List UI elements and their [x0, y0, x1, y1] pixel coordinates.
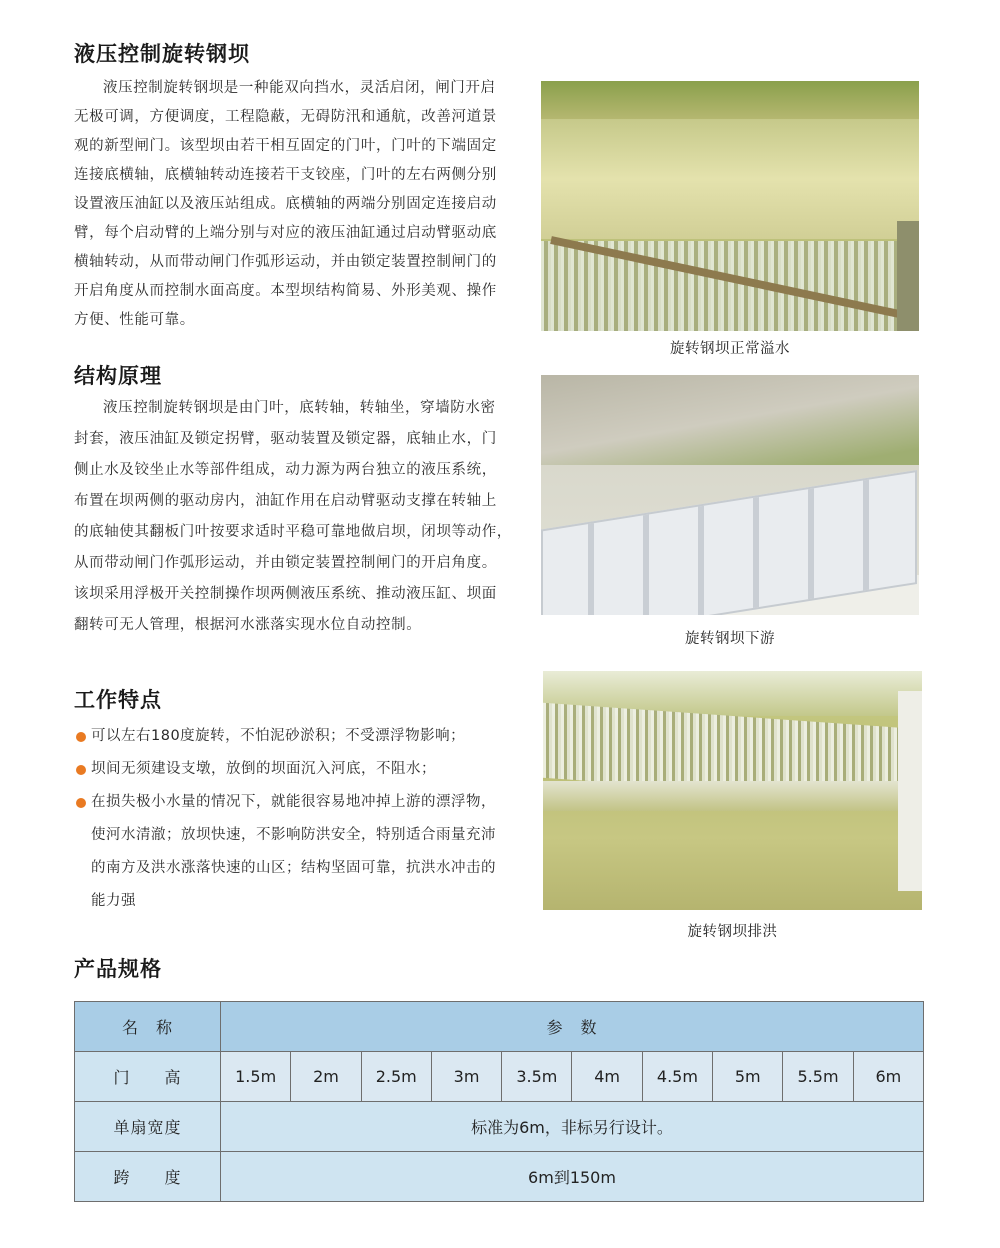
table-row	[75, 1002, 924, 1052]
text-line: 坝间无须建设支墩，放倒的坝面沉入河底，不阻水；	[91, 761, 436, 777]
table-cell: 标准为6m，非标另行设计。	[221, 1102, 924, 1152]
bullet-dot-icon	[76, 765, 86, 775]
header-cell-name: 名 称	[75, 1002, 221, 1052]
photo-caption: 旋转钢坝排洪	[687, 924, 778, 940]
section-title-specifications: 产品规格	[74, 957, 162, 981]
photo-flood-discharge	[543, 671, 922, 910]
table-cell: 1.5m	[221, 1052, 291, 1102]
table-cell: 5m	[713, 1052, 783, 1102]
photo-element	[898, 691, 922, 891]
photo-caption: 旋转钢坝下游	[685, 631, 775, 647]
photo-element	[543, 781, 922, 811]
text-line: 开启角度从而控制水面高度。本型坝结构简易、外形美观、操作	[74, 283, 497, 299]
text-line: 的底轴使其翻板门叶按要求适时平稳可靠地做启坝，闭坝等动作，	[74, 524, 512, 540]
text-line: 从而带动闸门作弧形运动，并由锁定装置控制闸门的开启角度。	[74, 555, 497, 571]
table-cell: 6m到150m	[221, 1152, 924, 1202]
list-item	[74, 720, 514, 753]
photo-element	[541, 241, 919, 331]
row-label-gate-height: 门 高	[75, 1052, 221, 1102]
section-title-features: 工作特点	[74, 688, 162, 712]
intro-paragraph	[74, 74, 514, 335]
table-cell: 2m	[291, 1052, 361, 1102]
bullet-dot-icon	[76, 732, 86, 742]
text-line: 连接底横轴，底横轴转动连接若干支铰座，门叶的左右两侧分别	[74, 167, 497, 183]
text-line: 方便、性能可靠。	[74, 312, 195, 328]
text-line: 液压控制旋转钢坝是由门叶，底转轴，转轴坐，穿墙防水密	[103, 400, 496, 416]
table-cell: 6m	[853, 1052, 923, 1102]
text-line: 能力强	[91, 893, 136, 909]
text-line: 在损失极小水量的情况下，就能很容易地冲掉上游的漂浮物，	[91, 794, 496, 810]
table-cell: 4m	[572, 1052, 642, 1102]
text-line: 该坝采用浮极开关控制操作坝两侧液压系统、推动液压缸、坝面	[74, 586, 497, 602]
bullet-dot-icon	[76, 798, 86, 808]
photo-element	[897, 221, 919, 331]
table-cell: 2.5m	[361, 1052, 431, 1102]
photo-element	[863, 480, 869, 591]
table-cell: 3.5m	[502, 1052, 572, 1102]
text-line: 无极可调，方便调度，工程隐蔽，无碍防汛和通航，改善河道景	[74, 109, 497, 125]
text-line: 翻转可无人管理，根据河水涨落实现水位自动控制。	[74, 617, 422, 633]
photo-element	[588, 523, 594, 615]
photo-element	[541, 375, 919, 465]
text-line: 观的新型闸门。该型坝由若干相互固定的门叶，门叶的下端固定	[74, 138, 497, 154]
text-line: 侧止水及铰坐止水等部件组成，动力源为两台独立的液压系统，	[74, 462, 497, 478]
feature-list	[74, 720, 514, 918]
text-line: 横轴转动，从而带动闸门作弧形运动，并由锁定装置控制闸门的	[74, 254, 497, 270]
section-title-structure: 结构原理	[74, 364, 162, 388]
text-line: 的南方及洪水涨落快速的山区；结构坚固可靠，抗洪水冲击的	[91, 860, 496, 876]
row-label-leaf-width: 单扇宽度	[75, 1102, 221, 1152]
spec-table	[74, 1001, 924, 1202]
table-row	[75, 1052, 924, 1102]
photo-element	[753, 497, 759, 608]
text-line: 布置在坝两侧的驱动房内，油缸作用在启动臂驱动支撑在转轴上	[74, 493, 497, 509]
table-cell: 4.5m	[642, 1052, 712, 1102]
table-row	[75, 1102, 924, 1152]
photo-element	[698, 506, 704, 615]
text-line: 设置液压油缸以及液压站组成。底横轴的两端分别固定连接启动	[74, 196, 497, 212]
header-cell-params: 参 数	[221, 1002, 924, 1052]
list-item	[74, 786, 514, 918]
row-label-span: 跨 度	[75, 1152, 221, 1202]
section-title-hydraulic-steel-dam: 液压控制旋转钢坝	[74, 42, 250, 66]
photo-normal-overflow	[541, 81, 919, 331]
photo-element	[541, 81, 919, 119]
photo-downstream	[541, 375, 919, 615]
table-row	[75, 1152, 924, 1202]
photo-element	[541, 119, 919, 239]
table-cell: 5.5m	[783, 1052, 853, 1102]
photo-caption: 旋转钢坝正常溢水	[670, 341, 790, 357]
list-item	[74, 753, 514, 786]
text-line: 液压控制旋转钢坝是一种能双向挡水，灵活启闭，闸门开启	[103, 80, 496, 96]
photo-element	[643, 514, 649, 615]
structure-paragraph	[74, 393, 524, 641]
text-line: 可以左右180度旋转，不怕泥砂淤积；不受漂浮物影响；	[91, 728, 466, 744]
text-line: 使河水清澈；放坝快速，不影响防洪安全，特别适合雨量充沛	[91, 827, 496, 843]
text-line: 臂，每个启动臂的上端分别与对应的液压油缸通过启动臂驱动底	[74, 225, 497, 241]
table-cell: 3m	[431, 1052, 501, 1102]
text-line: 封套，液压油缸及锁定拐臂，驱动装置及锁定器，底轴止水，门	[74, 431, 497, 447]
photo-element	[808, 488, 814, 599]
